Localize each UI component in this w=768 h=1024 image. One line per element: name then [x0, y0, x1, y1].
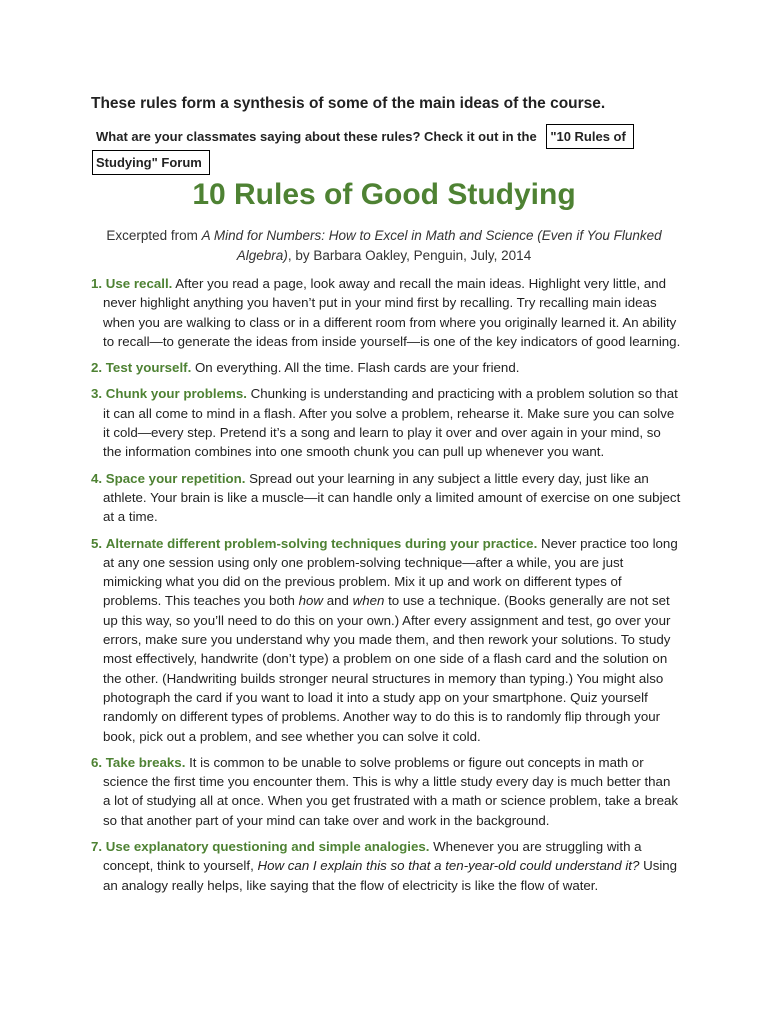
rule-text: to use a technique. (Books generally are not set up this way, so you’ll need to do this on your own.) After every assignment and test, go over your errors, make sure you understand why you made them, and then rework your solutions. To study most effectively, handwrite (don’t type) a problem on one side of a flash card and the solution on the other. (Handwriting builds stronger neural structures in memory than typing.) You might also photograph the card if you want to load it into a study app on your smartphone. Quiz yourself randomly on different types of problems. Another way to do this is to randomly flip through your book, pick out a problem, and see whether you can solve it cold. [103, 593, 671, 744]
rule-item [91, 274, 681, 351]
rules-list [91, 274, 681, 902]
rule-text: Spread out your learning in any subject a little every day, just like an athlete. Your brain is like a muscle—it can handle only a limited amount of exercise on one subject at a time. [103, 470, 681, 525]
rule-number: 1. [91, 276, 103, 291]
rule-text: It is common to be unable to solve problems or figure out concepts in math or science the first time you encounter them. This is why a little study every day is much better than a lot of studying all at once. When you get frustrated with a math or science problem, take a break so that another part of your mind can take over and work in the background. [103, 754, 679, 828]
rule-heading: Use explanatory questioning and simple analogies. [105, 839, 430, 855]
rule-heading: Space your repetition. [105, 470, 246, 486]
rule-heading: Take breaks. [105, 754, 186, 770]
rule-heading: Alternate different problem-solving techniques during your practice. [105, 535, 538, 551]
rule-emphasis: How can I explain this so that a ten-year-old could understand it? [257, 858, 640, 874]
rule-number: 4. [91, 470, 103, 486]
book-title: A Mind for Numbers: How to Excel in Math and Science (Even if You Flunked Algebra) [201, 228, 662, 263]
rule-item [91, 469, 681, 527]
intro-text: These rules form a synthesis of some of the main ideas of the course. [91, 95, 606, 112]
rule-emphasis: when [352, 593, 385, 609]
rule-number: 6. [91, 754, 103, 770]
rule-text: Whenever you are struggling with a concept, think to yourself, [103, 839, 642, 874]
document-title: 10 Rules of Good Studying [192, 178, 576, 211]
rule-number: 3. [91, 386, 103, 402]
rule-emphasis: how [298, 593, 324, 609]
forum-prompt [92, 124, 692, 175]
rule-heading: Use recall. [105, 276, 173, 291]
rule-text: After you read a page, look away and recall the main ideas. Highlight very little, and never highlight anything you haven’t put in your mind first by recalling. Try recalling main ideas when you are walking to class or in a different room from where you originally learned it. An ability to recall—to generate the ideas from inside yourself—is one of the key indicators of good learning. [103, 276, 681, 349]
rule-number: 5. [91, 535, 103, 551]
rule-item [91, 384, 681, 461]
rule-text: On everything. All the time. Flash cards are your friend. [191, 360, 520, 376]
rule-text: Never practice too long at any one session using only one problem-solving technique—after a while, you are just mimicking what you did on the previous problem. Mix it up and work on different types of problems. This teaches you both [103, 535, 678, 609]
rule-item [91, 358, 681, 377]
rule-number: 7. [91, 839, 103, 855]
rule-item [91, 534, 681, 746]
source-suffix: , by Barbara Oakley, Penguin, July, 2014 [287, 247, 532, 263]
rule-number: 2. [91, 360, 103, 376]
rule-heading: Test yourself. [105, 360, 192, 376]
forum-link-continued[interactable]: Studying" Forum [92, 150, 210, 175]
source-citation [96, 226, 672, 265]
source-prefix: Excerpted from [106, 228, 202, 243]
rule-text: Chunking is understanding and practicing with a problem solution so that it can all come to mind in a flash. After you solve a problem, rehearse it. Make sure you can solve it cold—every step. Pretend it’s a song and learn to play it over and over again in your mind, so the information combines into one smooth chunk you can pull up whenever you want. [103, 386, 678, 460]
rule-text: Using an analogy really helps, like saying that the flow of electricity is like the flow of water. [103, 858, 678, 893]
rule-item [91, 753, 681, 830]
rule-heading: Chunk your problems. [105, 386, 247, 402]
rule-text: and [323, 593, 353, 609]
forum-link[interactable]: "10 Rules of [546, 124, 634, 149]
forum-question: What are your classmates saying about these rules? Check it out in the [96, 129, 537, 144]
rule-item [91, 837, 681, 895]
